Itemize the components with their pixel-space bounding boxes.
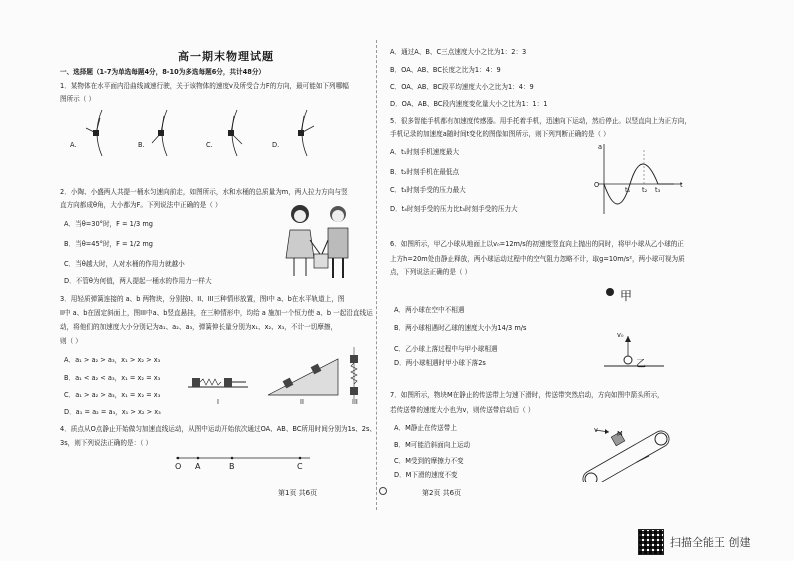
q2-text-2: 直方向都成θ角，大小都为F。下列说法中正确的是（ ）	[60, 201, 222, 209]
q4-option-a: A．通过A、B、C三点速度大小之比为1：2：3	[390, 48, 527, 56]
q5-option-b: B．t₂时刻手机在最低点	[390, 168, 460, 176]
q6-label-v0: v₀	[617, 331, 624, 339]
q3-label-1: I	[217, 398, 219, 406]
q6-option-d: D．两小球相遇时甲小球下落2s	[394, 359, 486, 367]
q4-option-c: C．OA、AB、BC段平均速度大小之比为1：4：9	[390, 83, 534, 91]
q5-axis-t1: t₁	[625, 186, 631, 194]
footer-left: 第1页 共6页	[278, 489, 318, 497]
q6-text-2: 上方h=20m处由静止释放，两小球运动过程中的空气阻力忽略不计，取g=10m/s²，两小球可视为质	[390, 255, 685, 263]
q2-option-b: B．当θ=45°时，F = 1/2 mg	[64, 240, 153, 248]
q5-option-a: A．t₁时刻手机速度最大	[390, 148, 460, 156]
q4-option-b: B．OA、AB、BC长度之比为1：4：9	[390, 66, 501, 74]
page-title: 高一期末物理试题	[178, 50, 274, 63]
q4-text: 4．质点从O点静止开始做匀加速直线运动，从图中运动开始依次通过OA、AB、BC所用时间分别为1s、2s、	[60, 425, 377, 433]
q1-text-2: 图所示（ ）	[60, 95, 96, 103]
q1-option-b: B.	[138, 141, 145, 149]
q4-point-b: B	[229, 462, 235, 471]
q5-text-2: 手机记录的加速度a随时间t变化的图像如图所示，则下列判断正确的是（ ）	[390, 130, 610, 138]
q7-option-d: D．M下滑的速度不变	[394, 471, 458, 479]
q7-option-b: B．M可能沿斜面向上运动	[394, 441, 471, 449]
q7-option-c: C．M受到的摩擦力不变	[394, 457, 464, 465]
q4-point-c: C	[297, 462, 303, 471]
q3-option-a: A．a₁ > a₂ > a₃，x₁ > x₂ > x₃	[64, 356, 161, 364]
q7-option-a: A．M静止在传送带上	[394, 424, 457, 432]
q3-figures	[188, 345, 368, 405]
q7-text: 7．如图所示，物块M在静止的传送带上匀速下滑时，传送带突然启动，方向如图中箭头所示，	[390, 391, 664, 399]
q4-point-o: O	[175, 462, 182, 471]
q5-axis-a: a	[598, 143, 603, 151]
q3-label-2: II	[300, 398, 304, 406]
q2-option-d: D．不管θ为何值，两人提起一桶水的作用力一样大	[64, 277, 212, 285]
q5-axis-t2: t₂	[642, 186, 648, 194]
q7-label-v: v	[594, 426, 598, 434]
q5-option-c: C．t₃时刻手受的压力最大	[390, 186, 466, 194]
q4-point-a: A	[195, 462, 201, 471]
q3-option-b: B．a₁ < a₂ < a₃，x₁ = x₂ = x₃	[64, 374, 161, 382]
q1-option-a: A.	[70, 141, 77, 149]
q6-option-a: A．两小球在空中不相遇	[394, 306, 465, 314]
q3-label-3: III	[352, 398, 358, 406]
q3-text-4: 则（ ）	[60, 337, 82, 345]
q2-people-figure	[282, 200, 358, 280]
q5-option-d: D．t₄时刻手受的压力比t₃时刻手受的压力大	[390, 205, 518, 213]
q2-option-a: A．当θ=30°时，F = 1/3 mg	[64, 220, 153, 228]
scanner-badge-label: 扫描全能王 创建	[670, 536, 751, 549]
scanner-badge	[638, 529, 751, 555]
q7-label-m: M	[617, 430, 623, 438]
q3-text: 3．用轻质弹簧连接的 a、b 两物块，分别按I、II、III三种情形放置，图I中 a、b在水平轨道上，图	[60, 295, 345, 303]
column-divider	[376, 40, 377, 510]
q3-text-3: 动，将他们的加速度大小分别记为a₁、a₂、a₃，弹簧伸长量分别为x₁、x₂、x₃，不计一切摩擦，	[60, 323, 338, 331]
q4-option-d: D．OA、AB、BC段内速度变化量大小之比为1：1：1	[390, 100, 548, 108]
q6-text: 6．如图所示，甲乙小球从地面上以v₀=12m/s的初速度竖直向上抛出的同时，将甲小球从乙小球的正	[390, 240, 684, 248]
q1-option-c: C.	[206, 141, 213, 149]
q5-axis-t3: t₃	[655, 186, 661, 194]
q5-axis-t: t	[680, 181, 683, 189]
q6-label-jia: 甲	[620, 289, 633, 303]
q5-graph	[596, 140, 686, 220]
q1-figures	[62, 108, 352, 158]
section-heading: 一、选择题（1-7为单选每题4分，8-10为多选每题6分，共计48分）	[60, 68, 266, 76]
q3-text-2: II中 a、b在固定斜面上，图III中a、b竖直悬挂，在三种情形中，均给 a 施加一个恒力使 a、b 一起沿直线运	[60, 309, 373, 317]
q3-option-d: D．a₁ = a₂ = a₃，x₁ > x₂ > x₃	[64, 408, 161, 416]
q6-option-b: B．两小球相遇时乙球的速度大小为14/3 m/s	[394, 324, 527, 332]
q4-text-2: 3s，则下列说法正确的是：（ ）	[60, 439, 153, 447]
q7-text-2: 若传送带的速度大小也为v，则传送带启动后（ ）	[390, 406, 535, 414]
q2-text: 2．小陶、小盛两人共提一桶水匀速向前走，如图所示，水和水桶的总质量为m，两人拉力方向与竖	[60, 188, 348, 196]
q6-label-yi: 乙	[636, 359, 646, 370]
q3-option-c: C．a₁ > a₂ > a₃，x₁ = x₂ = x₃	[64, 391, 161, 399]
q6-text-3: 点，下列说法正确的是（ ）	[390, 268, 472, 276]
q5-text: 5．很多智能手机都有加速度传感器。用手托着手机，迅速向下运动，然后停止。以竖直向上为正方向，	[390, 117, 691, 125]
binding-hole	[379, 487, 387, 495]
q2-option-c: C．当θ越大时，人对水桶的作用力就越小	[64, 260, 185, 268]
q1-text: 1．某物体在水平面内沿曲线减速行驶，关于该物体的速度v及所受合力F的方向，最可能如下列哪幅	[60, 82, 349, 90]
q6-option-c: C．乙小球上落过程中与甲小球相遇	[394, 345, 498, 353]
q1-option-d: D.	[272, 141, 280, 149]
q7-conveyor-figure	[575, 412, 675, 482]
q5-axis-o: O	[594, 181, 600, 189]
footer-right: 第2页 共6页	[422, 489, 462, 497]
qr-code-icon	[638, 529, 664, 555]
